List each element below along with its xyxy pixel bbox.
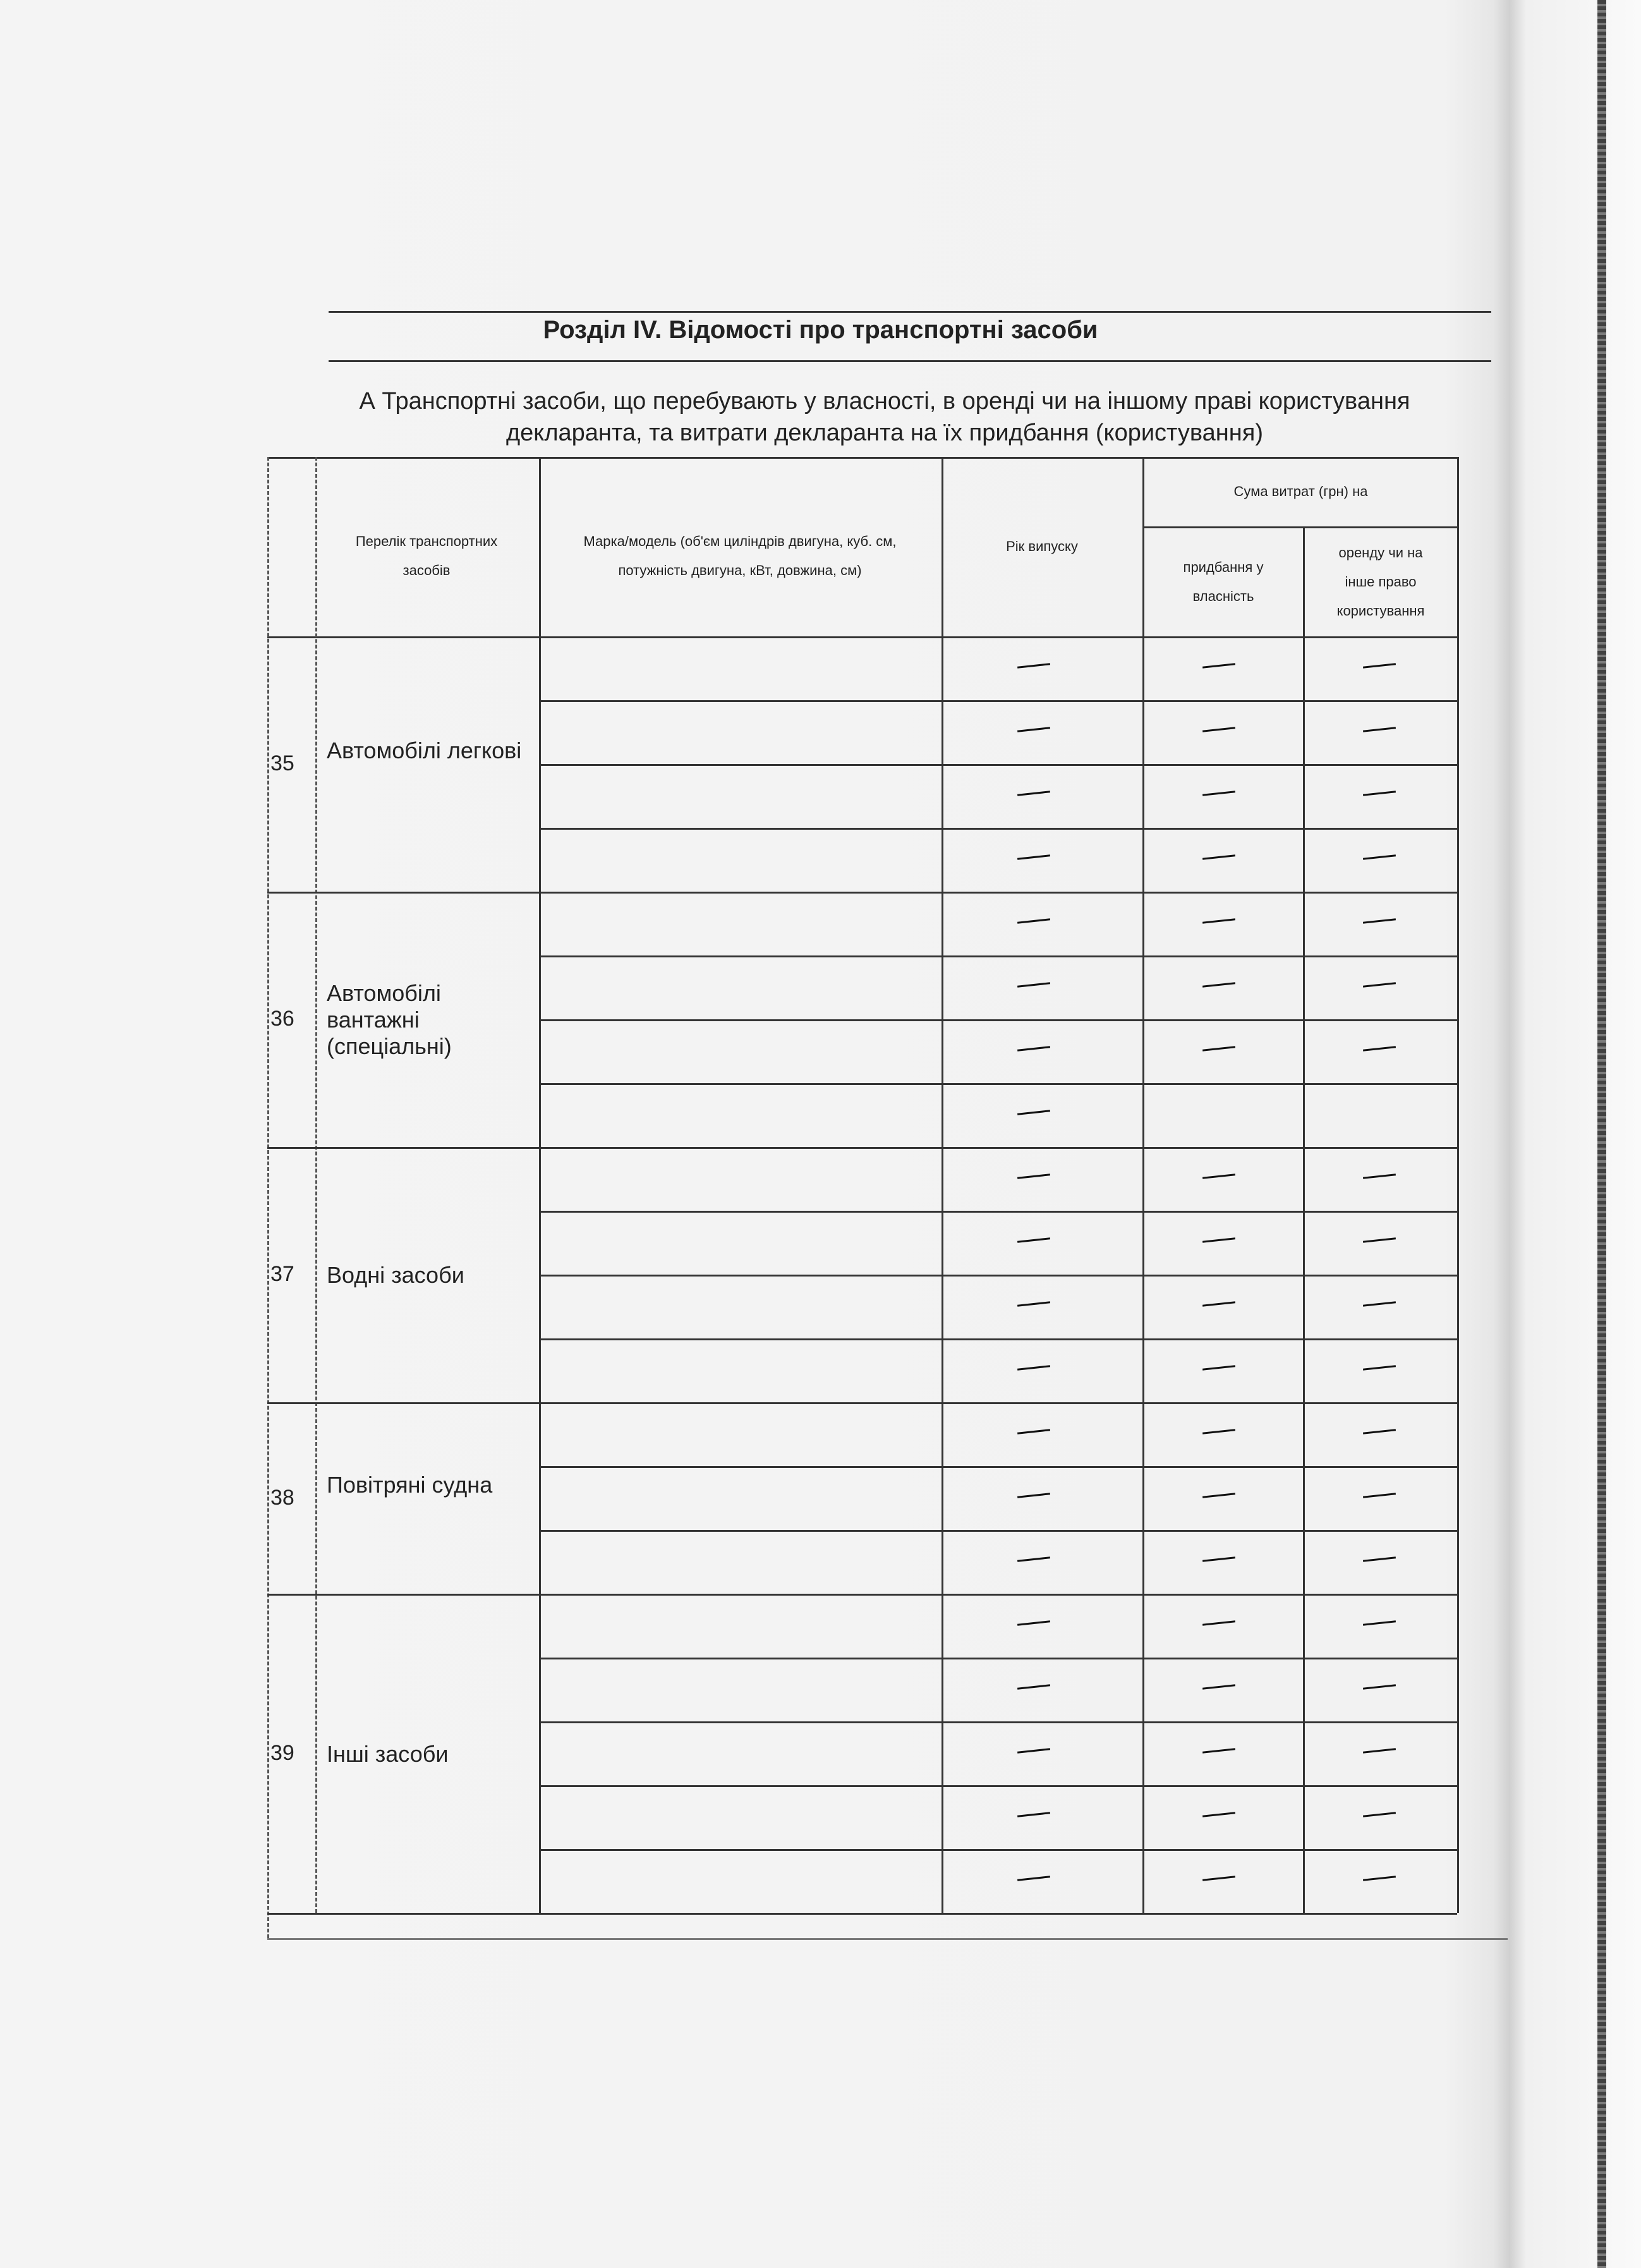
dash-mark: [1017, 982, 1050, 987]
dash-mark: [1363, 1429, 1396, 1434]
title-bottom-rule: [329, 360, 1491, 362]
dash-mark: [1202, 918, 1235, 923]
column-border: [539, 457, 541, 1913]
dash-mark: [1017, 791, 1050, 796]
expenses-subheader-rule: [1142, 526, 1457, 528]
table-row-rule: [539, 1530, 1457, 1532]
table-left-border: [267, 457, 269, 1938]
dash-mark: [1017, 1365, 1050, 1370]
dash-mark: [1202, 791, 1235, 796]
dash-mark: [1202, 1620, 1235, 1625]
table-row-rule: [539, 1083, 1457, 1085]
table-row-rule: [539, 955, 1457, 957]
column-border: [1303, 526, 1305, 1913]
dash-mark: [1017, 1812, 1050, 1817]
dash-mark: [1363, 918, 1396, 923]
dash-mark: [1017, 918, 1050, 923]
column-border: [1142, 457, 1144, 1913]
dash-mark: [1017, 1301, 1050, 1306]
dash-mark: [1363, 1237, 1396, 1242]
table-row-rule: [539, 1211, 1457, 1213]
dash-mark: [1363, 1876, 1396, 1881]
table-row-rule: [539, 1785, 1457, 1787]
number-column-border: [315, 457, 317, 1913]
dash-mark: [1202, 1365, 1235, 1370]
group-rule: [267, 1402, 539, 1404]
header-purchase: придбання у власність: [1183, 559, 1264, 604]
dash-mark: [1363, 1173, 1396, 1179]
section-title: Розділ IV. Відомості про транспортні засоби: [543, 316, 1098, 344]
dash-mark: [1017, 1173, 1050, 1179]
dash-mark: [1017, 1046, 1050, 1051]
table-row-rule: [539, 700, 1457, 702]
group-label: Водні засоби: [327, 1262, 464, 1288]
dash-mark: [1017, 727, 1050, 732]
dash-mark: [1363, 982, 1396, 987]
dash-mark: [1202, 854, 1235, 859]
dash-mark: [1363, 1812, 1396, 1817]
dash-mark: [1202, 663, 1235, 668]
dash-mark: [1202, 1237, 1235, 1242]
dash-mark: [1363, 1748, 1396, 1753]
dash-mark: [1202, 1556, 1235, 1562]
dash-mark: [1017, 1429, 1050, 1434]
column-border: [1457, 457, 1459, 1913]
table-row-rule: [539, 828, 1457, 830]
header-expenses: Сума витрат (грн) на: [1233, 483, 1368, 499]
group-label: Автомобілі легкові: [327, 737, 522, 763]
table-row-rule: [539, 764, 1457, 766]
dash-mark: [1017, 1110, 1050, 1115]
dash-mark: [1202, 1046, 1235, 1051]
table-row-rule: [539, 1338, 1457, 1340]
table-row-rule: [539, 1466, 1457, 1468]
header-brand: Марка/модель (об'єм циліндрів двигуна, куб. см, потужність двигуна, кВт, довжина, см): [583, 533, 897, 578]
dash-mark: [1202, 1812, 1235, 1817]
dash-mark: [1363, 1301, 1396, 1306]
dash-mark: [1017, 1493, 1050, 1498]
dash-mark: [1363, 663, 1396, 668]
table-row-rule: [539, 892, 1457, 894]
dash-mark: [1202, 727, 1235, 732]
dash-mark: [1017, 854, 1050, 859]
dash-mark: [1017, 663, 1050, 668]
group-rule: [267, 1913, 539, 1915]
group-rule: [267, 1147, 539, 1149]
dash-mark: [1017, 1684, 1050, 1689]
group-label: Інші засоби: [327, 1740, 449, 1767]
title-top-rule: [329, 311, 1491, 313]
table-row-rule: [539, 1658, 1457, 1659]
dash-mark: [1017, 1237, 1050, 1242]
group-number: 38: [270, 1485, 294, 1510]
table-row-rule: [539, 1275, 1457, 1277]
dash-mark: [1363, 1684, 1396, 1689]
table-row-rule: [539, 1402, 1457, 1404]
column-border: [942, 457, 943, 1913]
table-top-rule: [267, 457, 1457, 459]
table-row-rule: [539, 1913, 1457, 1915]
table-row-rule: [539, 1594, 1457, 1596]
table-row-rule: [539, 1019, 1457, 1021]
group-number: 39: [270, 1740, 294, 1765]
dash-mark: [1017, 1876, 1050, 1881]
header-year: Рік випуску: [1006, 538, 1078, 554]
dash-mark: [1202, 1173, 1235, 1179]
dash-mark: [1017, 1748, 1050, 1753]
dash-mark: [1202, 1876, 1235, 1881]
dash-mark: [1202, 1684, 1235, 1689]
table-row-rule: [539, 1849, 1457, 1851]
dash-mark: [1017, 1620, 1050, 1625]
dash-mark: [1363, 791, 1396, 796]
dash-mark: [1363, 1046, 1396, 1051]
dash-mark: [1202, 982, 1235, 987]
header-rent: оренду чи на інше право користування: [1336, 545, 1425, 619]
group-number: 37: [270, 1262, 294, 1286]
dash-mark: [1363, 727, 1396, 732]
group-number: 36: [270, 1007, 294, 1031]
group-rule: [267, 892, 539, 894]
subsection-title: А Транспортні засоби, що перебувають у власності, в оренді чи на іншому праві користування декларанта, та витрати декларанта на їх придбання (користування): [359, 388, 1410, 446]
header-list: Перелік транспортних засобів: [355, 533, 498, 578]
dash-mark: [1202, 1301, 1235, 1306]
header-bottom-rule: [267, 636, 1457, 638]
group-number: 35: [270, 751, 294, 775]
dash-mark: [1202, 1429, 1235, 1434]
group-rule: [267, 1594, 539, 1596]
dash-mark: [1363, 1620, 1396, 1625]
dash-mark: [1363, 1556, 1396, 1562]
dash-mark: [1202, 1493, 1235, 1498]
group-label: Автомобілі вантажні (спеціальні): [327, 980, 452, 1059]
group-label: Повітряні судна: [327, 1471, 493, 1498]
dash-mark: [1363, 1493, 1396, 1498]
table-row-rule: [539, 1721, 1457, 1723]
dash-mark: [1363, 854, 1396, 859]
table-row-rule: [539, 1147, 1457, 1149]
dash-mark: [1363, 1365, 1396, 1370]
dash-mark: [1202, 1748, 1235, 1753]
dash-mark: [1017, 1556, 1050, 1562]
table-bottom-rule: [267, 1938, 1508, 1940]
